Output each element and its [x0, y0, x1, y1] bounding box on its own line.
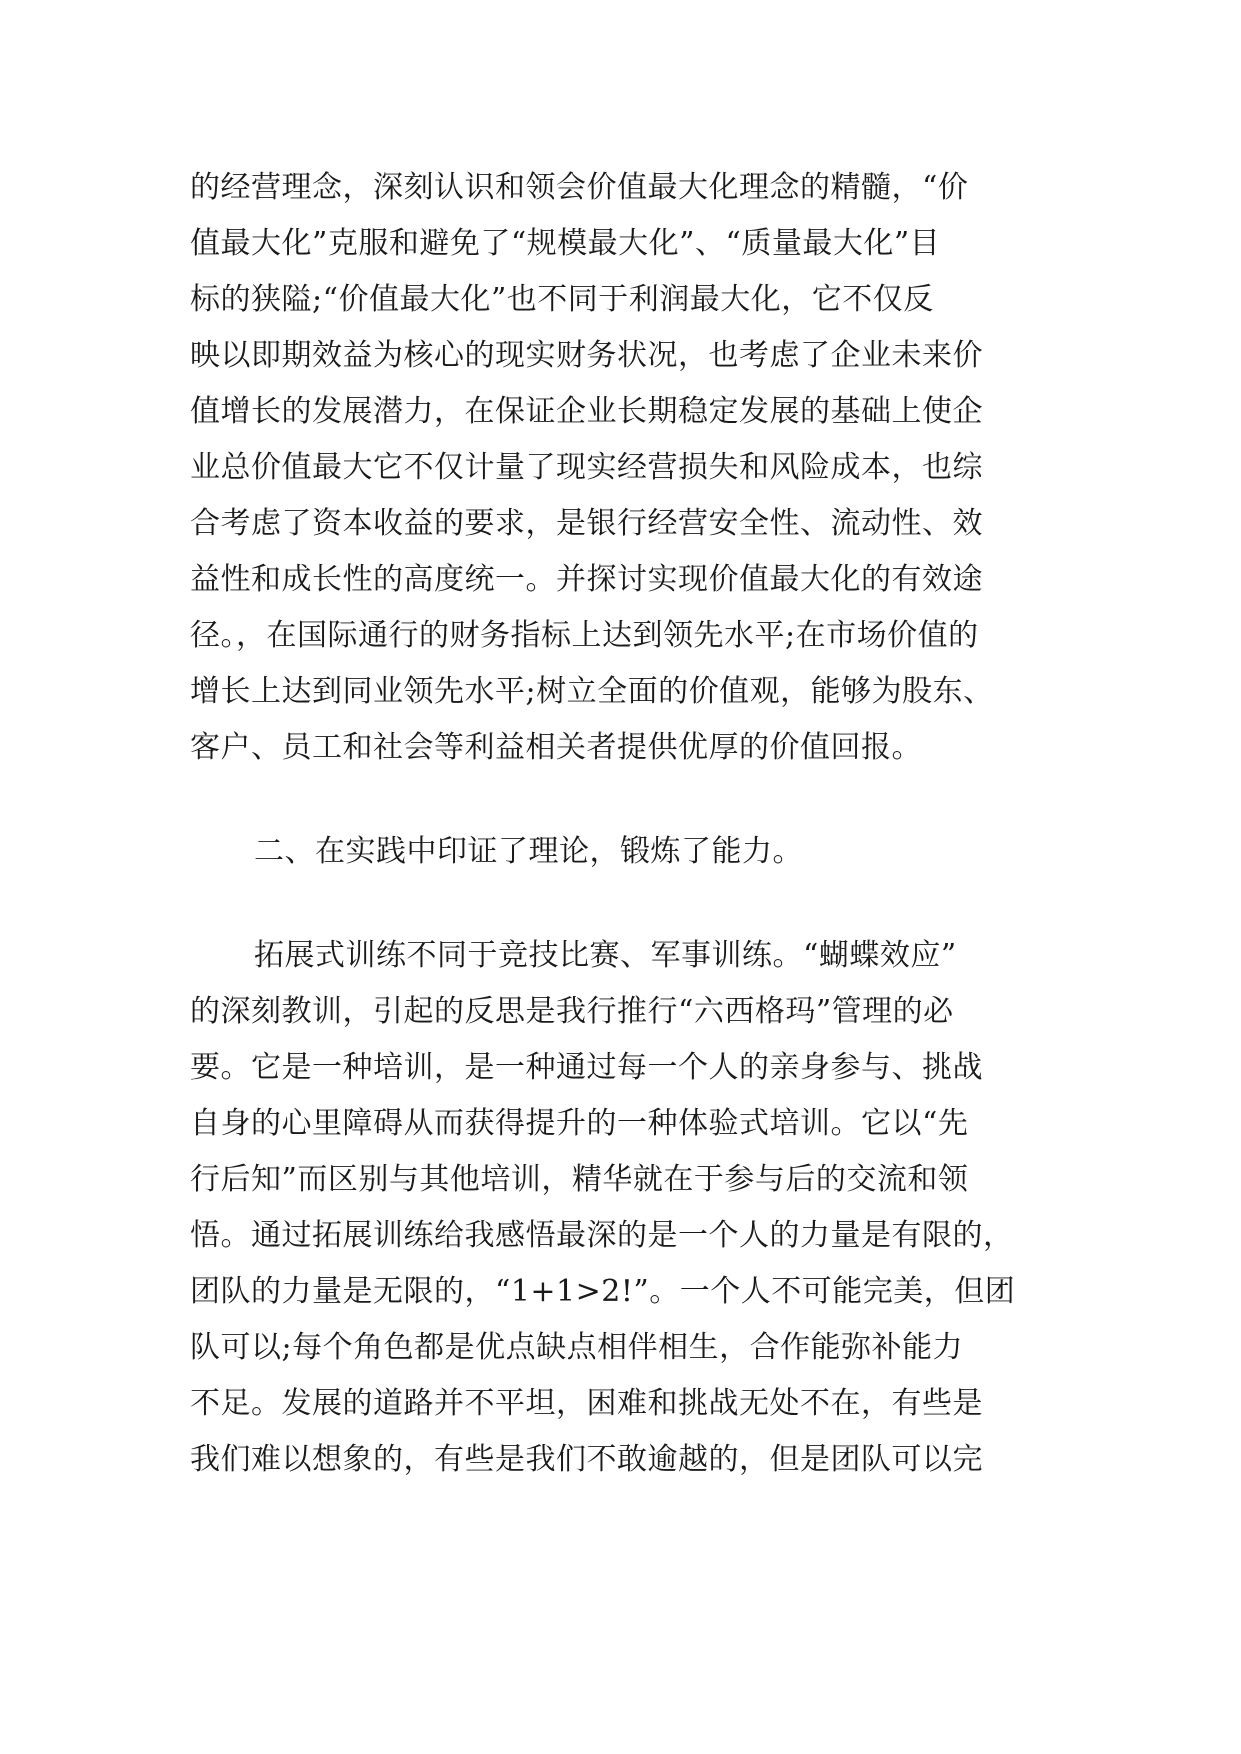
paragraph-line: 值增长的发展潜力，在保证企业长期稳定发展的基础上使企	[190, 394, 983, 429]
paragraph-line: 自身的心里障碍从而获得提升的一种体验式培训。它以“先	[190, 1106, 969, 1141]
paragraph-line: 拓展式训练不同于竞技比赛、军事训练。“蝴蝶效应”	[254, 938, 957, 973]
paragraph-line: 行后知”而区别与其他培训，精华就在于参与后的交流和领	[190, 1162, 969, 1197]
paragraph-line: 增长上达到同业领先水平;树立全面的价值观，能够为股东、	[190, 674, 994, 709]
paragraph-line: 益性和成长性的高度统一。并探讨实现价值最大化的有效途	[190, 562, 983, 597]
paragraph-line: 要。它是一种培训，是一种通过每一个人的亲身参与、挑战	[190, 1050, 983, 1085]
paragraph-line: 我们难以想象的，有些是我们不敢逾越的，但是团队可以完	[190, 1442, 983, 1477]
paragraph-line: 队可以;每个角色都是优点缺点相伴相生，合作能弥补能力	[190, 1330, 964, 1365]
paragraph-line: 值最大化”克服和避免了“规模最大化”、“质量最大化”目	[190, 226, 941, 261]
paragraph-line: 的经营理念，深刻认识和领会价值最大化理念的精髓，“价	[190, 170, 969, 205]
paragraph-line: 映以即期效益为核心的现实财务状况，也考虑了企业未来价	[190, 338, 983, 373]
paragraph-line: 业总价值最大它不仅计量了现实经营损失和风险成本，也综	[190, 450, 983, 485]
paragraph-line: 标的狭隘;“价值最大化”也不同于利润最大化，它不仅反	[190, 282, 934, 317]
paragraph-line: 悟。通过拓展训练给我感悟最深的是一个人的力量是有限的，	[190, 1218, 1014, 1253]
paragraph-line: 径。，在国际通行的财务指标上达到领先水平;在市场价值的	[190, 618, 979, 653]
paragraph-line: 的深刻教训，引起的反思是我行推行“六西格玛”管理的必	[190, 994, 954, 1029]
paragraph-1	[190, 160, 1052, 776]
paragraph-line: 不足。发展的道路并不平坦，困难和挑战无处不在，有些是	[190, 1386, 983, 1421]
paragraph-2	[190, 928, 1052, 1488]
document-body	[190, 160, 1052, 1488]
section-heading: 二、在实践中印证了理论，锻炼了能力。	[254, 834, 803, 869]
paragraph-line: 合考虑了资本收益的要求，是银行经营安全性、流动性、效	[190, 506, 983, 541]
paragraph-line: 客户、员工和社会等利益相关者提供优厚的价值回报。	[190, 730, 922, 765]
paragraph-line: 团队的力量是无限的，“1+1>2!”。一个人不可能完美，但团	[190, 1274, 1016, 1309]
